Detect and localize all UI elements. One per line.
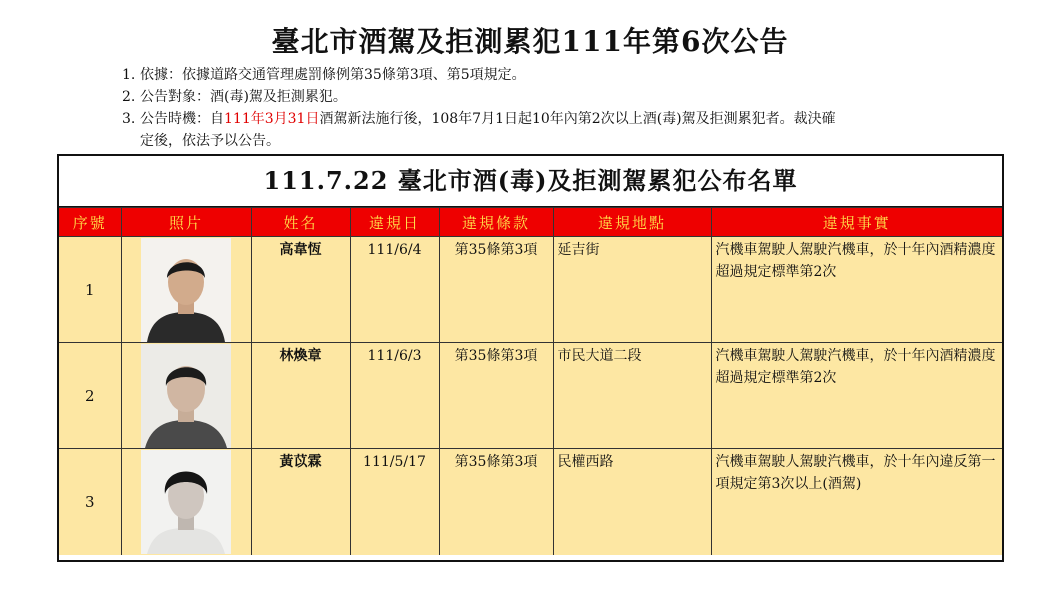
note-timing-continuation: 定後，依法予以公告。 <box>140 133 280 149</box>
column-header-location: 違規地點 <box>553 208 711 237</box>
cell-photo <box>121 237 251 343</box>
cell-fact: 汽機車駕駛人駕駛汽機車，於十年內違反第一項規定第3次以上(酒駕) <box>711 449 1002 555</box>
column-header-name: 姓名 <box>251 208 350 237</box>
note-number: 3. <box>122 111 136 127</box>
note-text-suffix: 酒駕新法施行後，108年7月1日起10年內第2次以上酒(毒)駕及拒測累犯者。裁決確 <box>319 111 836 127</box>
note-text: 公告對象：酒(毒)駕及拒測累犯。 <box>140 89 347 105</box>
offender-roster <box>57 154 1004 562</box>
column-header-photo: 照片 <box>121 208 251 237</box>
note-basis <box>122 64 962 86</box>
table-row <box>59 237 1002 343</box>
document-title: 臺北市酒駕及拒測累犯111年第6次公告 <box>271 25 789 58</box>
cell-fact: 汽機車駕駛人駕駛汽機車，於十年內酒精濃度超過規定標準第2次 <box>711 237 1002 343</box>
roster-table <box>59 207 1002 555</box>
person-silhouette-icon <box>141 450 231 554</box>
cell-photo <box>121 449 251 555</box>
person-silhouette-icon <box>141 238 231 342</box>
column-header-date: 違規日 <box>350 208 439 237</box>
cell-location: 延吉街 <box>553 237 711 343</box>
cell-location: 市民大道二段 <box>553 343 711 449</box>
cell-location: 民權西路 <box>553 449 711 555</box>
note-date-highlight: 111年3月31日 <box>224 111 320 127</box>
cell-name: 黃苡霖 <box>251 449 350 555</box>
cell-clause: 第35條第3項 <box>439 343 553 449</box>
cell-fact: 汽機車駕駛人駕駛汽機車，於十年內酒精濃度超過規定標準第2次 <box>711 343 1002 449</box>
note-target <box>122 86 962 108</box>
table-row <box>59 449 1002 555</box>
note-text: 依據：依據道路交通管理處罰條例第35條第3項、第5項規定。 <box>140 67 526 83</box>
column-header-fact: 違規事實 <box>711 208 1002 237</box>
roster-title: 111.7.22 臺北市酒(毒)及拒測駕累犯公布名單 <box>59 156 1002 207</box>
cell-clause: 第35條第3項 <box>439 449 553 555</box>
cell-clause: 第35條第3項 <box>439 237 553 343</box>
cell-seq: 2 <box>59 343 121 449</box>
cell-seq: 3 <box>59 449 121 555</box>
cell-date: 111/5/17 <box>350 449 439 555</box>
note-timing <box>122 108 962 130</box>
offender-photo <box>141 238 231 342</box>
cell-date: 111/6/4 <box>350 237 439 343</box>
column-header-clause: 違規條款 <box>439 208 553 237</box>
note-text-prefix: 公告時機：自 <box>140 111 224 127</box>
offender-photo <box>141 344 231 448</box>
table-header-row <box>59 208 1002 237</box>
cell-seq: 1 <box>59 237 121 343</box>
person-silhouette-icon <box>141 344 231 448</box>
table-row <box>59 343 1002 449</box>
cell-name: 林煥章 <box>251 343 350 449</box>
column-header-seq: 序號 <box>59 208 121 237</box>
cell-name: 高韋恆 <box>251 237 350 343</box>
announcement-notes <box>122 64 962 152</box>
note-number: 2. <box>122 89 136 105</box>
note-number: 1. <box>122 67 136 83</box>
cell-photo <box>121 343 251 449</box>
offender-photo <box>141 450 231 554</box>
cell-date: 111/6/3 <box>350 343 439 449</box>
